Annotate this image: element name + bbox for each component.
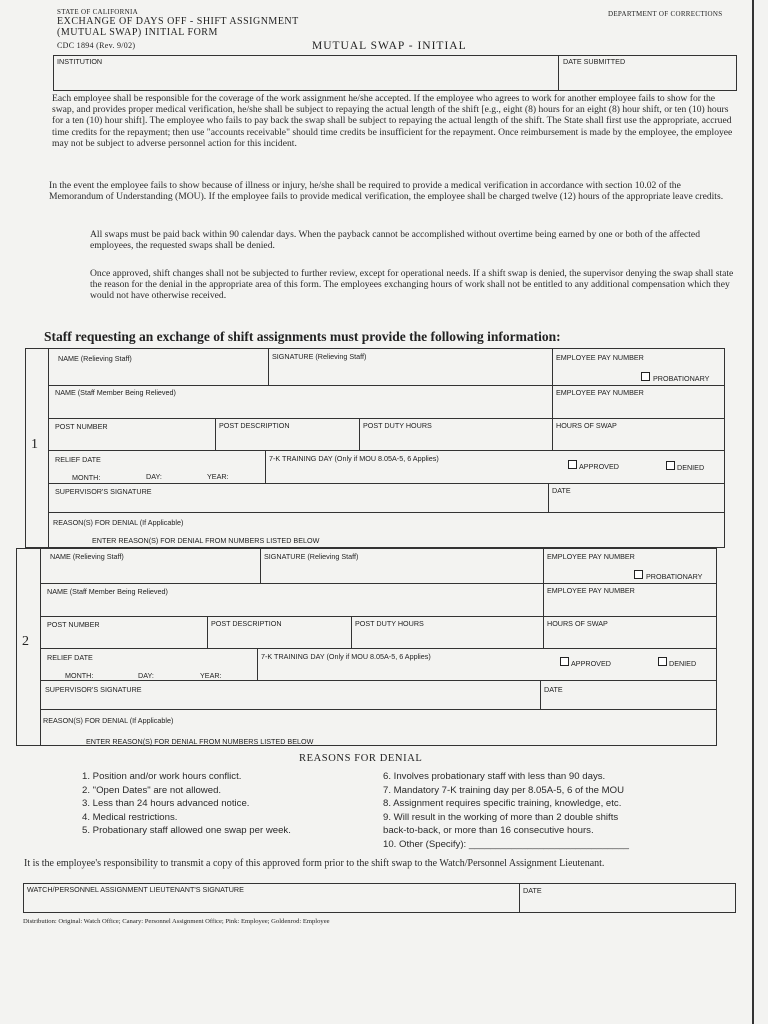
s1-denied-checkbox[interactable] — [666, 461, 675, 470]
s2-relief-date-label: RELIEF DATE — [47, 653, 93, 662]
reason-5: 5. Probationary staff allowed one swap per week. — [82, 825, 291, 837]
lieutenant-signature-label: WATCH/PERSONNEL ASSIGNMENT LIEUTENANT'S SIGNATURE — [27, 885, 244, 894]
s2-reasons-denial-label: REASON(S) FOR DENIAL (If Applicable) — [43, 716, 174, 725]
transmit-note: It is the employee's responsibility to transmit a copy of this approved form prior to the shift swap to the Watch/Personnel Assignment Lieutenant. — [24, 858, 605, 869]
s1-employee-pay-number-label: EMPLOYEE PAY NUMBER — [556, 353, 644, 362]
s1-name-relieving-label: NAME (Relieving Staff) — [58, 354, 132, 363]
s2-approved-label: APPROVED — [571, 659, 611, 668]
paragraph-responsibility: Each employee shall be responsible for the coverage of the work assignment he/she accepted. If the employee who agrees to work for another employee fails to show for the swap, and provides proper medical verification, he/she shall be subject to repaying the actual length of the shift [e.g., eight (8) hours for an eight (8) hour shift, or ten (10) hours for a ten (10) hour shift]. The employee who fails to pay back the swap shall be subject to repaying the actual length of the shift. The State shall first use the appropriate, accrued time credits for the repayment; then use "accounts receivable" should time credits be insufficient for the repayment. Once reimbursement is made by the employee, the employee may not be subject to adverse personnel action for this incident. — [52, 93, 733, 149]
s1-signature-relieving-label: SIGNATURE (Relieving Staff) — [272, 352, 367, 361]
paragraph-illness: In the event the employee fails to show because of illness or injury, he/she shall be required to provide a medical verification in accordance with section 10.02 of the Memorandum of Understanding (MOU). If the employee fails to provide medical verification, the employee shall be charged twelve (12) hours of the appropriate leave credits. — [49, 180, 724, 203]
s1-day-label: DAY: — [146, 472, 162, 481]
state-label: STATE OF CALIFORNIA — [57, 8, 138, 16]
s1-probationary-checkbox[interactable] — [641, 372, 650, 381]
reason-4: 4. Medical restrictions. — [82, 811, 178, 823]
s1-date-label: DATE — [552, 486, 571, 495]
form-title-line1: EXCHANGE OF DAYS OFF - SHIFT ASSIGNMENT — [57, 16, 299, 27]
reason-6: 6. Involves probationary staff with less than 90 days. — [383, 771, 606, 782]
s1-denied-label: DENIED — [677, 463, 705, 472]
s2-post-number-label: POST NUMBER — [47, 620, 100, 629]
reason-9-cont: back-to-back, or more than 16 consecutive hours. — [383, 825, 594, 837]
s2-hours-of-swap-label: HOURS OF SWAP — [547, 619, 608, 628]
s1-hours-of-swap-label: HOURS OF SWAP — [556, 421, 617, 430]
s2-month-label: MONTH: — [65, 671, 94, 680]
s2-employee-pay-number-2-label: EMPLOYEE PAY NUMBER — [547, 586, 635, 595]
s1-enter-reasons-label: ENTER REASON(S) FOR DENIAL FROM NUMBERS LISTED BELOW — [92, 536, 320, 545]
staff-request-heading: Staff requesting an exchange of shift assignments must provide the following information: — [44, 329, 561, 344]
s1-approved-checkbox[interactable] — [568, 460, 577, 469]
department-label: DEPARTMENT OF CORRECTIONS — [608, 10, 723, 18]
section-1-number: 1 — [31, 437, 38, 452]
s2-supervisor-signature-label: SUPERVISOR'S SIGNATURE — [45, 685, 142, 694]
reasons-list-right — [383, 770, 629, 852]
s1-post-duty-hours-label: POST DUTY HOURS — [363, 421, 432, 430]
institution-box[interactable] — [53, 55, 737, 91]
scan-edge — [752, 0, 754, 1024]
reason-7: 7. Mandatory 7-K training day per 8.05A-5, 6 of the MOU — [383, 784, 625, 796]
s1-relief-date-label: RELIEF DATE — [55, 455, 101, 464]
s2-date-label: DATE — [544, 685, 563, 694]
s1-employee-pay-number-2-label: EMPLOYEE PAY NUMBER — [556, 388, 644, 397]
s2-day-label: DAY: — [138, 671, 154, 680]
reason-1: 1. Position and/or work hours conflict. — [82, 771, 242, 782]
s1-year-label: YEAR: — [207, 472, 229, 481]
paragraph-approval: Once approved, shift changes shall not be subjected to further review, except for operational needs. If a shift swap is denied, the supervisor denying the swap shall state the reason for the denial in the appropriate area of this form. The employees exchanging hours of work shall not be entitled to any additional compensation which they would not have otherwise received. — [90, 268, 734, 302]
s1-month-label: MONTH: — [72, 473, 101, 482]
date-submitted-label: DATE SUBMITTED — [563, 57, 626, 66]
s1-post-number-label: POST NUMBER — [55, 422, 108, 431]
s2-enter-reasons-label: ENTER REASON(S) FOR DENIAL FROM NUMBERS LISTED BELOW — [86, 737, 314, 746]
reason-8: 8. Assignment requires specific training, knowledge, etc. — [383, 798, 622, 810]
s1-probationary-label: PROBATIONARY — [653, 374, 710, 383]
paragraph-payback: All swaps must be paid back within 90 calendar days. When the payback cannot be accomplished without overtime being earned by one or both of the affected employees, the requested swaps shall be denied. — [90, 229, 700, 252]
form-title-line2: (MUTUAL SWAP) INITIAL FORM — [57, 27, 218, 38]
s2-probationary-checkbox[interactable] — [634, 570, 643, 579]
s2-signature-relieving-label: SIGNATURE (Relieving Staff) — [264, 552, 359, 561]
s1-supervisor-signature-label: SUPERVISOR'S SIGNATURE — [55, 487, 152, 496]
s2-year-label: YEAR: — [200, 671, 222, 680]
reason-10: 10. Other (Specify): ______________________________ — [383, 838, 629, 850]
s2-name-relieved-label: NAME (Staff Member Being Relieved) — [47, 587, 168, 596]
s2-post-duty-hours-label: POST DUTY HOURS — [355, 619, 424, 628]
reasons-list-left — [82, 770, 291, 838]
distribution-note: Distribution: Original: Watch Office; Canary: Personnel Assignment Office; Pink: Employee; Goldenrod: Employee — [23, 918, 330, 925]
s1-post-description-label: POST DESCRIPTION — [219, 421, 290, 430]
s1-name-relieved-label: NAME (Staff Member Being Relieved) — [55, 388, 176, 397]
form-number: CDC 1894 (Rev. 9/02) — [57, 41, 136, 50]
s1-training-day-label: 7-K TRAINING DAY (Only if MOU 8.05A-5, 6 Applies) — [269, 454, 439, 463]
footer-date-label: DATE — [523, 886, 542, 895]
s1-reasons-denial-label: REASON(S) FOR DENIAL (If Applicable) — [53, 518, 184, 527]
s2-employee-pay-number-label: EMPLOYEE PAY NUMBER — [547, 552, 635, 561]
center-title: MUTUAL SWAP - INITIAL — [312, 40, 467, 52]
institution-label: INSTITUTION — [57, 57, 103, 66]
reason-3: 3. Less than 24 hours advanced notice. — [82, 798, 250, 810]
s2-probationary-label: PROBATIONARY — [646, 572, 703, 581]
s2-denied-label: DENIED — [669, 659, 697, 668]
reason-9: 9. Will result in the working of more than 2 double shifts — [383, 811, 619, 823]
s2-denied-checkbox[interactable] — [658, 657, 667, 666]
s2-name-relieving-label: NAME (Relieving Staff) — [50, 552, 124, 561]
section-2-number: 2 — [22, 634, 29, 649]
reasons-heading: REASONS FOR DENIAL — [299, 753, 423, 764]
s1-approved-label: APPROVED — [579, 462, 619, 471]
s2-post-description-label: POST DESCRIPTION — [211, 619, 282, 628]
s2-training-day-label: 7-K TRAINING DAY (Only if MOU 8.05A-5, 6 Applies) — [261, 652, 431, 661]
reason-2: 2. "Open Dates" are not allowed. — [82, 784, 222, 796]
s2-approved-checkbox[interactable] — [560, 657, 569, 666]
